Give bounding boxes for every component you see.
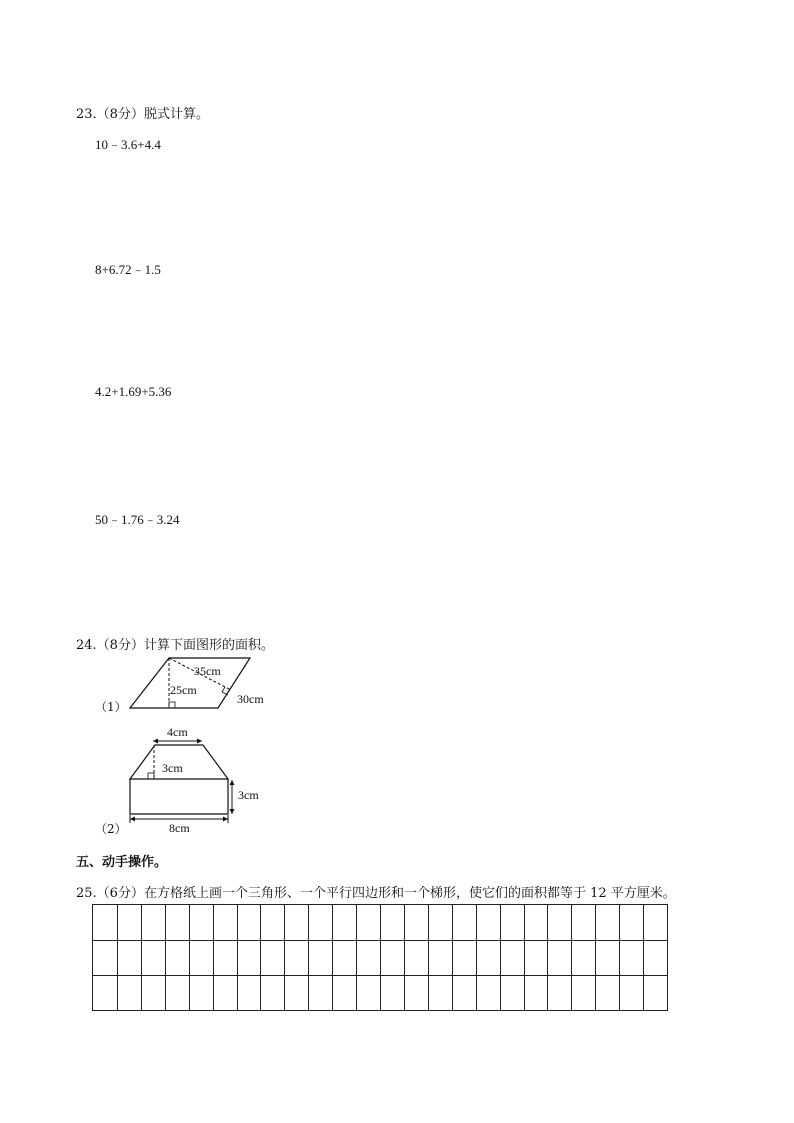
base-arrow-right [223, 817, 228, 822]
grid-line-vertical [380, 905, 381, 1010]
grid-line-vertical [141, 905, 142, 1010]
q25-title: 25.（6分）在方格纸上画一个三角形、一个平行四边形和一个梯形，使它们的面积都等于 12 平方厘米。 [76, 886, 676, 901]
grid-line-vertical [356, 905, 357, 1010]
side-arrow-bottom [230, 809, 235, 814]
grid-line-vertical [237, 905, 238, 1010]
expression-3: 4.2+1.69+5.36 [95, 384, 172, 399]
slant-label: 35cm [194, 664, 221, 678]
grid-line-vertical [619, 905, 620, 1010]
figure-1-label: （1） [95, 700, 127, 714]
grid-line-vertical [595, 905, 596, 1010]
grid-line-horizontal [93, 975, 667, 976]
right-angle-mark [148, 773, 154, 779]
rectangle-shape [130, 779, 228, 814]
grid-line-vertical [476, 905, 477, 1010]
top-arrow-left [153, 739, 158, 744]
grid-line-vertical [260, 905, 261, 1010]
grid-line-vertical [189, 905, 190, 1010]
trapezoid-height-label: 3cm [162, 761, 183, 775]
top-arrow-right [197, 739, 202, 744]
figure-2-label: （2） [95, 822, 127, 836]
section-5-title: 五、动手操作。 [76, 855, 168, 870]
q23-title: 23.（8分）脱式计算。 [76, 107, 209, 122]
figure-1-parallelogram [125, 653, 285, 715]
grid-line-vertical [452, 905, 453, 1010]
height-label: 25cm [170, 683, 197, 697]
base-label: 8cm [169, 821, 190, 835]
grid-line-vertical [117, 905, 118, 1010]
grid-line-horizontal [93, 940, 667, 941]
grid-line-vertical [284, 905, 285, 1010]
grid-line-vertical [524, 905, 525, 1010]
expression-1: 10﹣3.6+4.4 [95, 137, 161, 152]
grid-line-vertical [332, 905, 333, 1010]
top-label: 4cm [167, 725, 188, 739]
right-angle-mark [169, 702, 175, 708]
side-arrow-top [230, 780, 235, 785]
grid-line-vertical [213, 905, 214, 1010]
base-arrow-left [130, 817, 135, 822]
grid-paper[interactable] [92, 904, 668, 1011]
expression-4: 50﹣1.76﹣3.24 [95, 512, 180, 527]
side-label: 30cm [237, 692, 264, 706]
grid-line-vertical [571, 905, 572, 1010]
grid-line-vertical [308, 905, 309, 1010]
expression-2: 8+6.72﹣1.5 [95, 262, 161, 277]
grid-line-vertical [428, 905, 429, 1010]
grid-line-vertical [404, 905, 405, 1010]
grid-line-vertical [643, 905, 644, 1010]
grid-line-vertical [500, 905, 501, 1010]
grid-line-vertical [165, 905, 166, 1010]
grid-line-vertical [547, 905, 548, 1010]
rect-height-label: 3cm [238, 788, 259, 802]
figure-2-composite [120, 722, 280, 836]
q24-title: 24.（8分）计算下面图形的面积。 [76, 638, 274, 653]
